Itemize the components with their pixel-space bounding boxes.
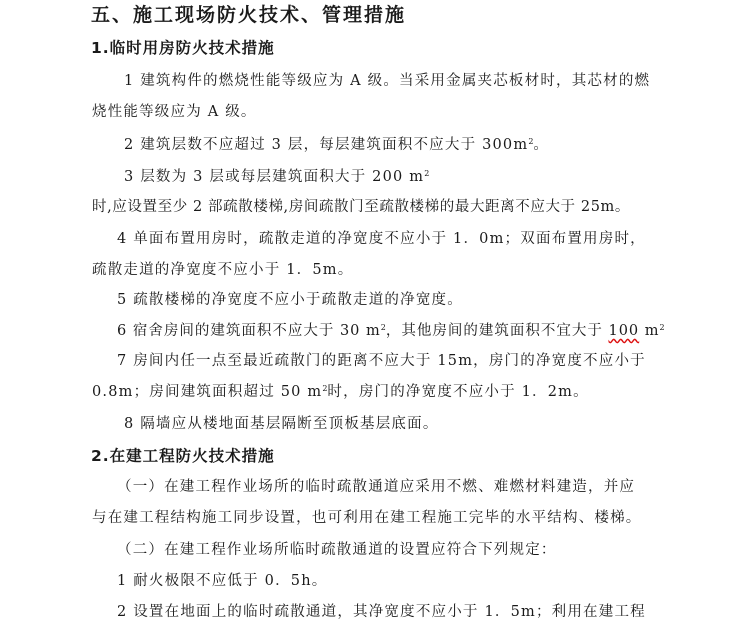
paragraph-line: 与在建工程结构施工同步设置，也可利用在建工程施工完毕的水平结构、楼梯。: [92, 510, 642, 526]
paragraph-line: （一）在建工程作业场所的临时疏散通道应采用不燃、难燃材料建造，并应: [117, 479, 636, 495]
paragraph-line: 1 建筑构件的燃烧性能等级应为 A 级。当采用金属夹芯板材时，其芯材的燃: [124, 73, 651, 89]
spellcheck-flagged-word[interactable]: 100: [608, 323, 640, 339]
superscript: 2: [424, 169, 430, 178]
superscript: 2: [380, 323, 386, 332]
line-unit: m: [639, 323, 660, 339]
paragraph-line: 1 耐火极限不应低于 0．5h。: [117, 573, 328, 589]
paragraph-line: 烧性能等级应为 A 级。: [92, 104, 257, 120]
section-title: 五、施工现场防火技术、管理措施: [91, 4, 407, 26]
paragraph-line: 8 隔墙应从楼地面基层隔断至顶板基层底面。: [124, 416, 439, 432]
subsection-heading-1: 1.临时用房防火技术措施: [91, 39, 275, 57]
line-text: 3 层数为 3 层或每层建筑面积大于 200 m: [124, 169, 425, 185]
line-text: 0.8m；房间建筑面积超过 50 m: [92, 384, 323, 400]
subsection-heading-2: 2.在建工程防火技术措施: [91, 447, 275, 465]
paragraph-line: 4 单面布置用房时，疏散走道的净宽度不应小于 1．0m；双面布置用房时，: [117, 231, 646, 247]
paragraph-line: [117, 321, 665, 341]
line-text: 2 建筑层数不应超过 3 层，每层建筑面积不应大于 300m: [124, 137, 529, 153]
line-text: ，其他房间的建筑面积不宜大于: [385, 323, 609, 339]
paragraph-line: [124, 167, 429, 187]
paragraph-line: [92, 382, 589, 402]
paragraph-line: 疏散走道的净宽度不应小于 1．5m。: [92, 262, 354, 278]
paragraph-line: [124, 135, 549, 155]
paragraph-line: 时,应设置至少 2 部疏散楼梯,房间疏散门至疏散楼梯的最大距离不应大于 25m。: [92, 199, 630, 215]
line-suffix: 。: [533, 137, 550, 153]
paragraph-line: 5 疏散楼梯的净宽度不应小于疏散走道的净宽度。: [117, 292, 463, 308]
paragraph-line: 7 房间内任一点至最近疏散门的距离不应大于 15m，房门的净宽度不应小于: [117, 353, 646, 369]
superscript: 2: [528, 137, 534, 146]
line-suffix: 时，房门的净宽度不应小于 1．2m。: [327, 384, 589, 400]
superscript: 2: [659, 323, 665, 332]
superscript: 2: [322, 384, 328, 393]
paragraph-line: 2 设置在地面上的临时疏散通道，其净宽度不应小于 1．5m；利用在建工程: [117, 604, 646, 620]
paragraph-line: （二）在建工程作业场所临时疏散通道的设置应符合下列规定：: [117, 542, 557, 558]
line-text: 6 宿舍房间的建筑面积不应大于 30 m: [117, 323, 381, 339]
